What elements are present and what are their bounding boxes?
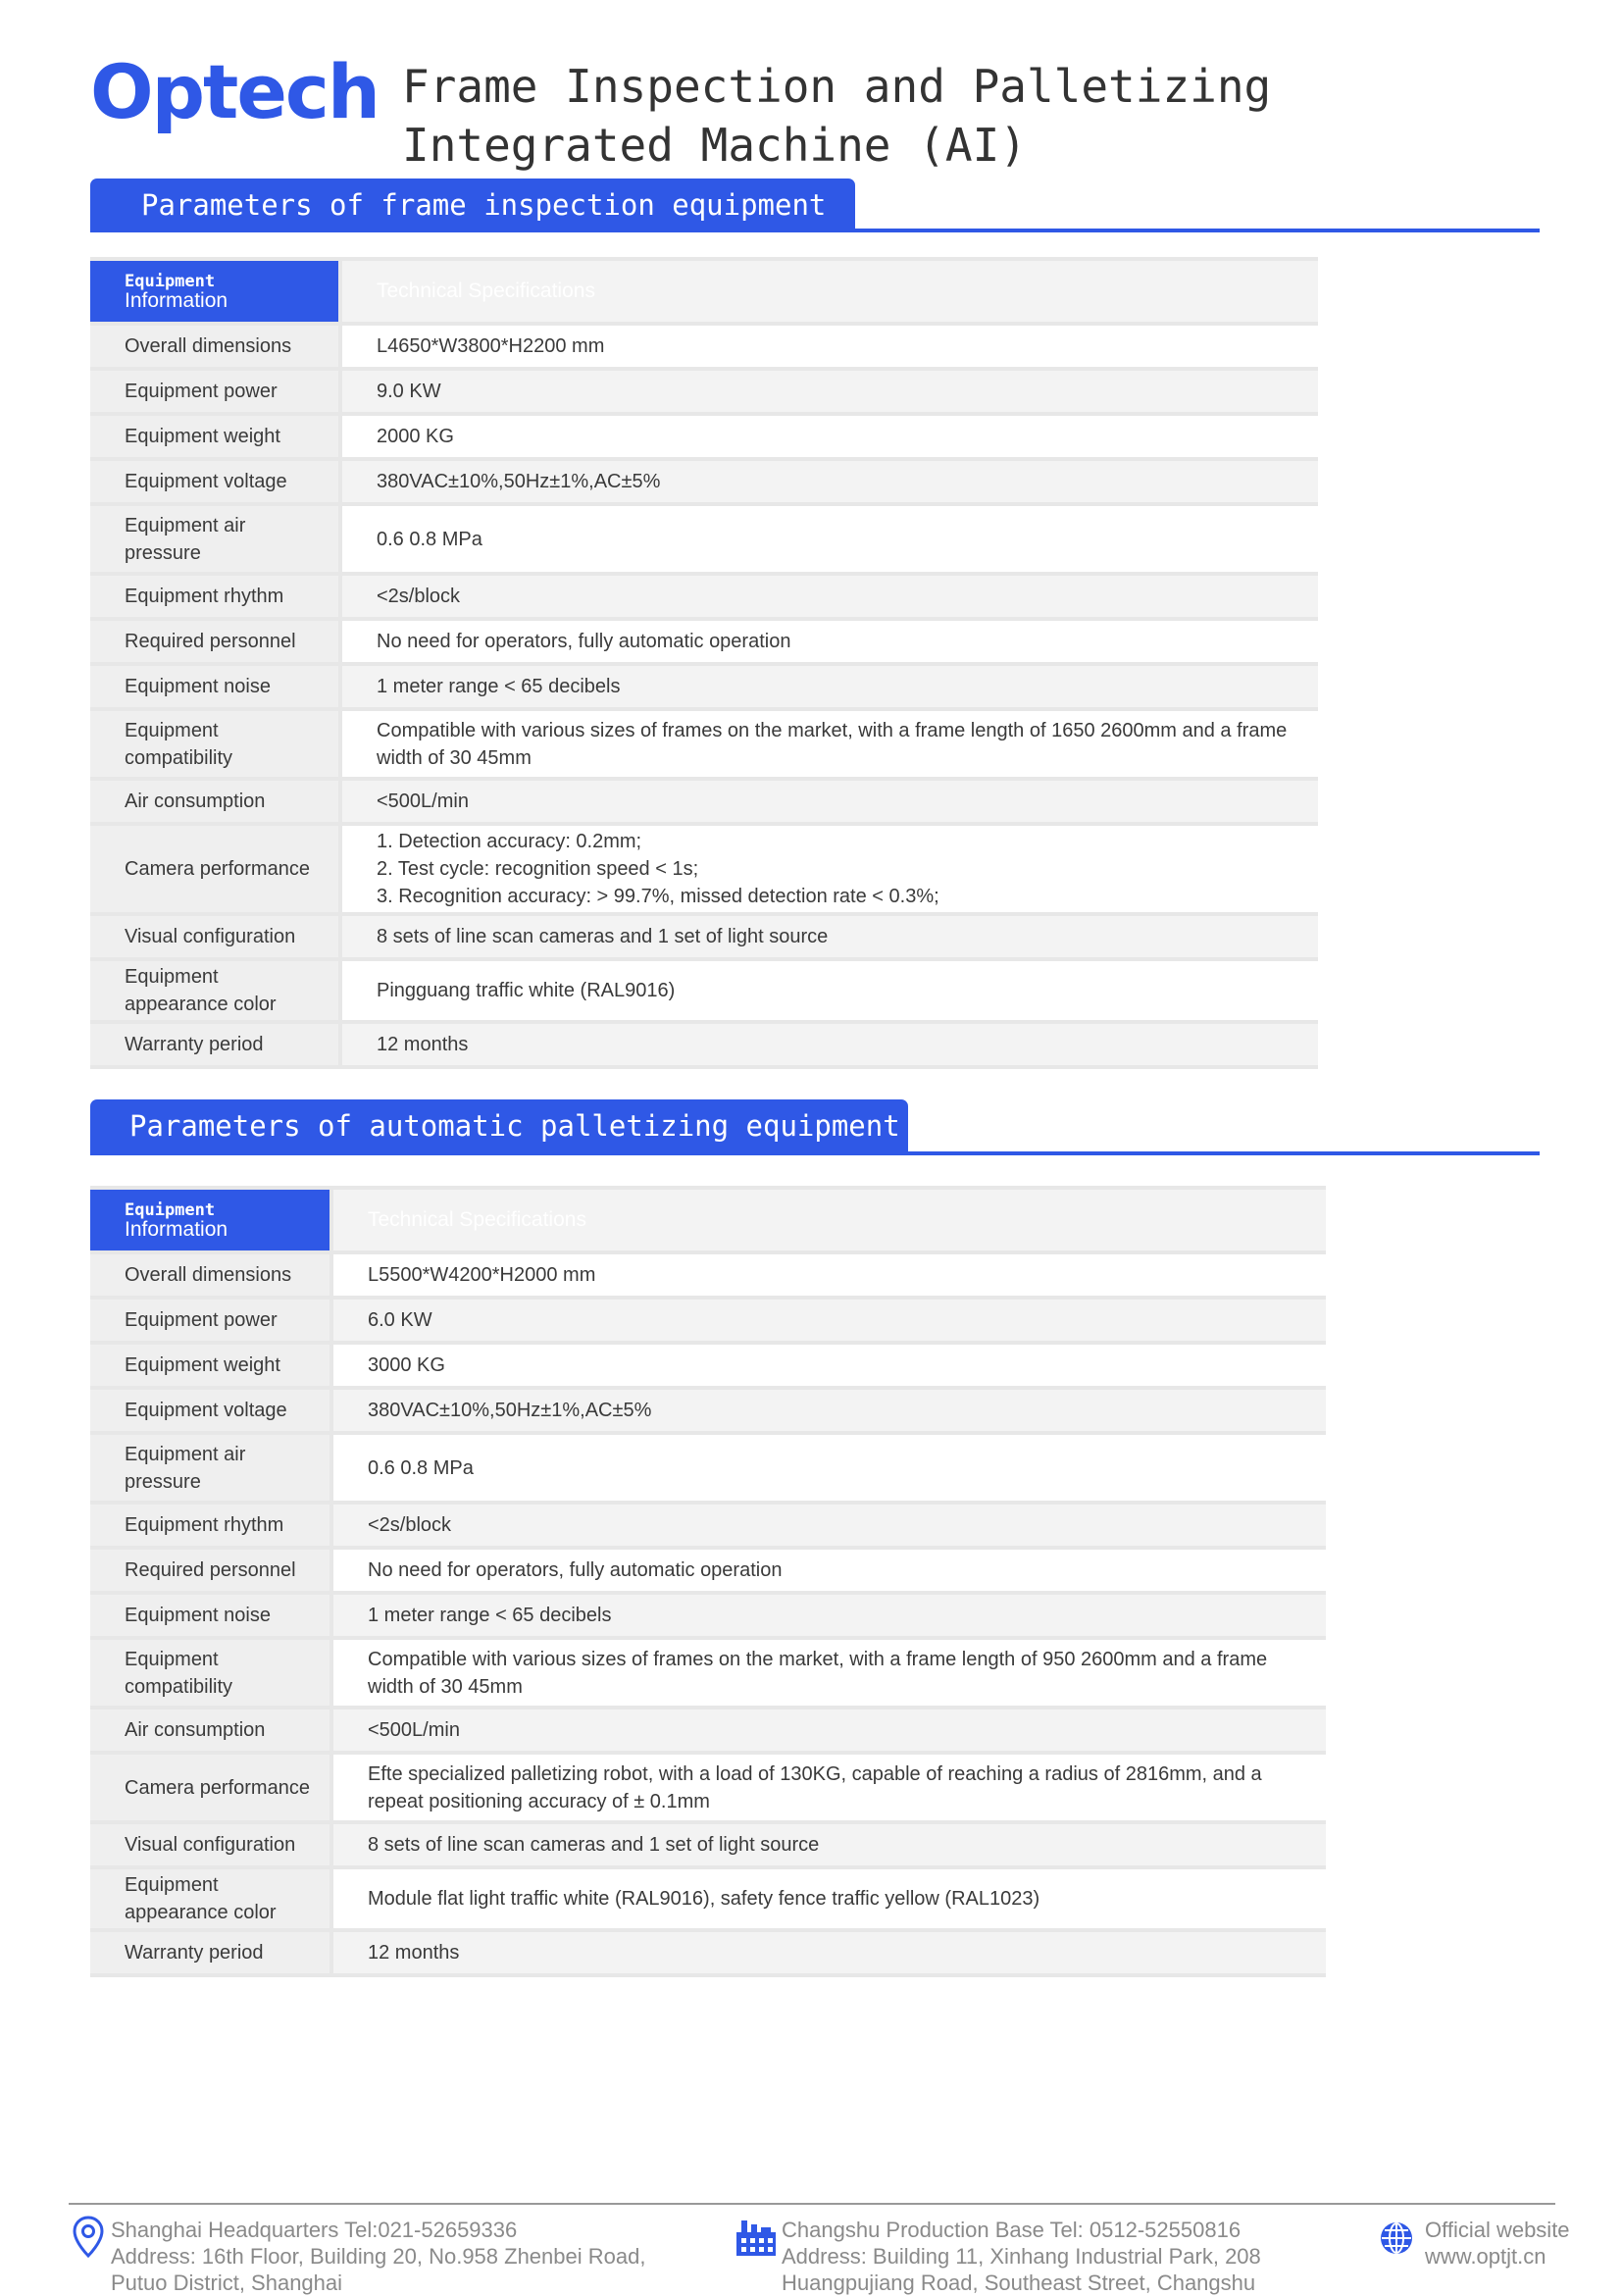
spec-value: No need for operators, fully automatic operation: [338, 621, 1318, 662]
table-row: [90, 1550, 1326, 1591]
spec-value: 8 sets of line scan cameras and 1 set of light source: [338, 916, 1318, 957]
spec-label: Equipment rhythm: [90, 1505, 329, 1546]
palletizing-spec-table: [90, 1186, 1326, 1977]
spec-label: Equipment noise: [90, 1595, 329, 1636]
shanghai-line2: Address: 16th Floor, Building 20, No.958 Zhenbei Road,: [111, 2244, 646, 2269]
spec-value: <2s/block: [338, 576, 1318, 617]
table-row: [90, 916, 1318, 957]
footer-shanghai: [111, 2217, 645, 2296]
spec-label: Camera performance: [90, 826, 338, 912]
table-row: [90, 711, 1318, 777]
spec-label: Visual configuration: [90, 1824, 329, 1865]
table-row: [90, 1824, 1326, 1865]
spec-label: Equipment compatibility: [90, 1640, 329, 1706]
table-row: [90, 461, 1318, 502]
spec-value: 380VAC±10%,50Hz±1%,AC±5%: [329, 1390, 1326, 1431]
spec-label: Required personnel: [90, 621, 338, 662]
location-pin-icon: [71, 2215, 106, 2260]
spec-label: Equipment weight: [90, 1345, 329, 1386]
spec-value: L5500*W4200*H2000 mm: [329, 1254, 1326, 1296]
spec-label: Visual configuration: [90, 916, 338, 957]
spec-value: 0.6 0.8 MPa: [338, 506, 1318, 572]
spec-value: 2000 KG: [338, 416, 1318, 457]
spec-label: Equipment appearance color: [90, 961, 338, 1020]
header-value-cell: Technical Specifications: [338, 261, 1318, 322]
spec-value: 0.6 0.8 MPa: [329, 1435, 1326, 1501]
footer-website: [1425, 2217, 1570, 2270]
header-label-line1: Equipment: [125, 272, 216, 291]
spec-value: 3000 KG: [329, 1345, 1326, 1386]
factory-icon: [734, 2219, 779, 2258]
section-divider: [90, 1151, 1540, 1155]
table-row: [90, 961, 1318, 1020]
table-row: [90, 1869, 1326, 1928]
spec-value-line: 1. Detection accuracy: 0.2mm;: [377, 831, 642, 852]
table-row: [90, 1640, 1326, 1706]
spec-label: Equipment power: [90, 1300, 329, 1341]
spec-label: Required personnel: [90, 1550, 329, 1591]
spec-value: No need for operators, fully automatic operation: [329, 1550, 1326, 1591]
table-row: [90, 781, 1318, 822]
spec-label: Equipment noise: [90, 666, 338, 707]
spec-value: Module flat light traffic white (RAL9016), safety fence traffic yellow (RAL1023): [329, 1869, 1326, 1928]
spec-label: Equipment voltage: [90, 461, 338, 502]
shanghai-line3: Putuo District, Shanghai: [111, 2270, 343, 2295]
table-row: [90, 416, 1318, 457]
spec-label: Warranty period: [90, 1024, 338, 1065]
spec-label: Camera performance: [90, 1755, 329, 1820]
spec-label: Equipment air pressure: [90, 506, 338, 572]
document-title: Frame Inspection and Palletizing Integrated Machine (AI): [402, 60, 1272, 172]
spec-value: 8 sets of line scan cameras and 1 set of light source: [329, 1824, 1326, 1865]
spec-label: Equipment appearance color: [90, 1869, 329, 1928]
header-label-line1: Equipment: [125, 1200, 216, 1220]
spec-value: 6.0 KW: [329, 1300, 1326, 1341]
footer-divider: [69, 2203, 1555, 2205]
table-row: [90, 826, 1318, 912]
table-row: [90, 576, 1318, 617]
table-row: [90, 326, 1318, 367]
spec-value: 12 months: [329, 1932, 1326, 1973]
globe-icon: [1379, 2220, 1414, 2256]
spec-value: <2s/block: [329, 1505, 1326, 1546]
spec-value: 9.0 KW: [338, 371, 1318, 412]
table-header-row: [90, 1190, 1326, 1250]
spec-label: Equipment power: [90, 371, 338, 412]
spec-value: [338, 826, 1318, 912]
table-row: [90, 1505, 1326, 1546]
spec-value: Compatible with various sizes of frames on the market, with a frame length of 1650 2600mm and a frame width of 30 45mm: [338, 711, 1318, 777]
spec-value: 1 meter range < 65 decibels: [329, 1595, 1326, 1636]
shanghai-line1: Shanghai Headquarters Tel:021-52659336: [111, 2218, 518, 2242]
table-row: [90, 506, 1318, 572]
spec-value: L4650*W3800*H2200 mm: [338, 326, 1318, 367]
spec-label: Equipment rhythm: [90, 576, 338, 617]
spec-value: Pingguang traffic white (RAL9016): [338, 961, 1318, 1020]
spec-label: Warranty period: [90, 1932, 329, 1973]
frame-inspection-spec-table: [90, 257, 1318, 1069]
table-header-row: [90, 261, 1318, 322]
spec-label: Equipment air pressure: [90, 1435, 329, 1501]
table-row: [90, 1300, 1326, 1341]
spec-value: Efte specialized palletizing robot, with a load of 130KG, capable of reaching a radius of 2816mm, and a repeat positioning accuracy of ± 0.1mm: [329, 1755, 1326, 1820]
spec-label: Equipment voltage: [90, 1390, 329, 1431]
table-row: [90, 371, 1318, 412]
spec-value: Compatible with various sizes of frames on the market, with a frame length of 950 2600mm and a frame width of 30 45mm: [329, 1640, 1326, 1706]
spec-value-line: 3. Recognition accuracy: > 99.7%, missed detection rate < 0.3%;: [377, 886, 939, 907]
section-divider: [90, 229, 1540, 232]
table-row: [90, 666, 1318, 707]
section-heading-palletizing: Parameters of automatic palletizing equipment: [90, 1099, 908, 1153]
header-value-cell: Technical Specifications: [329, 1190, 1326, 1250]
header-label-cell: [90, 261, 338, 322]
header-label-line2: Information: [125, 1218, 228, 1241]
table-row: [90, 1435, 1326, 1501]
changshu-line3: Huangpujiang Road, Southeast Street, Changshu: [782, 2270, 1256, 2295]
table-row: [90, 1755, 1326, 1820]
spec-label: Air consumption: [90, 781, 338, 822]
table-row: [90, 1254, 1326, 1296]
spec-value: 1 meter range < 65 decibels: [338, 666, 1318, 707]
table-row: [90, 1024, 1318, 1065]
header-label-line2: Information: [125, 289, 228, 312]
header-label-cell: [90, 1190, 329, 1250]
spec-value-line: 2. Test cycle: recognition speed < 1s;: [377, 858, 699, 880]
spec-label: Air consumption: [90, 1709, 329, 1751]
footer-changshu: [782, 2217, 1261, 2296]
changshu-line1: Changshu Production Base Tel: 0512-52550816: [782, 2218, 1242, 2242]
table-row: [90, 1390, 1326, 1431]
changshu-line2: Address: Building 11, Xinhang Industrial Park, 208: [782, 2244, 1261, 2269]
website-link[interactable]: www.optjt.cn: [1425, 2244, 1546, 2269]
table-row: [90, 1595, 1326, 1636]
spec-value: 12 months: [338, 1024, 1318, 1065]
table-row: [90, 1709, 1326, 1751]
brand-logo: Optech: [90, 48, 380, 135]
table-row: [90, 621, 1318, 662]
spec-value: <500L/min: [329, 1709, 1326, 1751]
spec-label: Equipment weight: [90, 416, 338, 457]
spec-label: Equipment compatibility: [90, 711, 338, 777]
website-line1: Official website: [1425, 2218, 1570, 2242]
table-row: [90, 1932, 1326, 1973]
table-row: [90, 1345, 1326, 1386]
spec-value: <500L/min: [338, 781, 1318, 822]
spec-label: Overall dimensions: [90, 1254, 329, 1296]
section-heading-frame-inspection: Parameters of frame inspection equipment: [90, 179, 855, 232]
spec-label: Overall dimensions: [90, 326, 338, 367]
spec-value: 380VAC±10%,50Hz±1%,AC±5%: [338, 461, 1318, 502]
